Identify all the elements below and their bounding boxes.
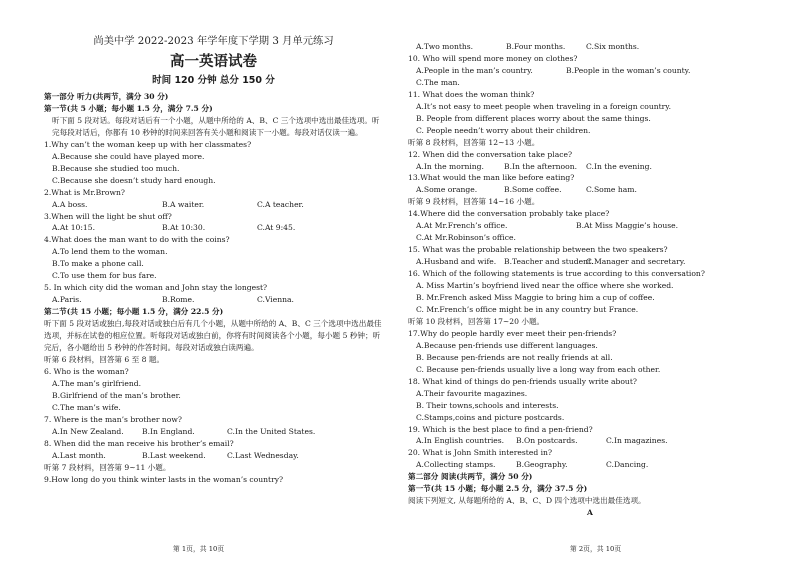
- option-row: [408, 184, 772, 196]
- option: A.Because pen-friends use different languages.: [416, 340, 598, 350]
- material-note: 听第 8 段材料，回答第 12~13 小题。: [408, 137, 540, 147]
- option: C.In magazines.: [606, 436, 668, 446]
- option: B.Geography.: [516, 460, 568, 470]
- option: B.Girlfriend of the man’s brother.: [52, 390, 181, 400]
- question: 1.Why can’t the woman keep up with her classmates?: [44, 139, 252, 149]
- option: C.At Mr.Robinson’s office.: [416, 233, 516, 243]
- option: B. Their towns,schools and interests.: [416, 400, 559, 410]
- question: 16. Which of the following statements is true according to this conversation?: [408, 269, 705, 279]
- option-row: [44, 222, 383, 234]
- option-row: [44, 199, 383, 211]
- option-row: [408, 161, 772, 173]
- option: C.Six months.: [586, 42, 640, 51]
- option: B. People from different places worry about the same things.: [416, 113, 651, 123]
- option: B.Teacher and student.: [504, 257, 594, 267]
- option: B.A waiter.: [162, 199, 205, 209]
- option: A.At 10:15.: [52, 223, 96, 233]
- option: A.Because she could have played more.: [52, 151, 205, 161]
- option: C.In the United States.: [227, 426, 316, 436]
- question: 3.When will the light be shut off?: [44, 211, 172, 221]
- option: B.In England.: [142, 426, 195, 436]
- option: C.Vienna.: [257, 295, 294, 305]
- question: 15. What was the probable relationship between the two speakers?: [408, 245, 668, 255]
- option: C. Because pen-friends usually live a long way from each other.: [416, 364, 661, 374]
- option: A.To lend them to the woman.: [52, 247, 168, 257]
- option: B.Because she studied too much.: [52, 163, 180, 173]
- option: A.Paris.: [52, 295, 82, 305]
- instructions: 阅读下列短文, 从每题所给的 A、B、C、D 四个选项中选出最佳选项。: [408, 496, 646, 506]
- section-heading: 第一节(共 5 小题；每小题 1.5 分，满分 7.5 分): [44, 103, 213, 113]
- option: B.To make a phone call.: [52, 259, 144, 269]
- option: C. Mr.French’s office might be in any country but France.: [416, 304, 639, 314]
- option: C.Manager and secretary.: [586, 257, 686, 267]
- option: A.Husband and wife.: [416, 257, 497, 267]
- option: C.Dancing.: [606, 460, 649, 470]
- question: 7. Where is the man’s brother now?: [44, 414, 182, 424]
- exam-title: 高一英语试卷: [170, 54, 257, 70]
- option-row: [408, 220, 772, 232]
- part-heading: 第一部分 听力(共两节，满分 30 分): [44, 92, 169, 101]
- exam-time: 时间 120 分钟 总分 150 分: [152, 75, 275, 86]
- option-row: [408, 256, 772, 268]
- option: A. Miss Martin’s boyfriend lived near the office where she worked.: [416, 281, 674, 291]
- option: B.Last weekend.: [142, 450, 206, 460]
- option: B. Because pen-friends are not really friends at all.: [416, 352, 613, 362]
- question: 2.What is Mr.Brown?: [44, 187, 125, 197]
- option: A.It’s not easy to meet people when traveling in a foreign country.: [416, 101, 672, 111]
- option-row: [44, 426, 383, 438]
- page-footer: 第 1页，共 10页: [172, 545, 225, 553]
- option: A.Their favourite magazines.: [416, 388, 528, 398]
- option: C.The man’s wife.: [52, 402, 121, 412]
- option: C.In the evening.: [586, 161, 652, 171]
- option: C. People needn’t worry about their children.: [416, 125, 591, 135]
- instructions: 听下面 5 段对话。每段对话后有一个小题，从题中所给的 A、B、C 三个选项中选出最佳选项。听完每段对话后，你都有 10 秒钟的时间来回答有关小题和阅读下一小题。每段对话仅读一遍。: [52, 115, 380, 137]
- option: B.Rome.: [162, 295, 195, 305]
- part-heading: 第二部分 阅读(共两节，满分 50 分): [408, 472, 533, 482]
- page-footer: 第 2页，共 10页: [569, 545, 622, 553]
- instructions: 听下面 5 段对话或独白,每段对话或独白后有几个小题，从题中所给的 A、B、C 三个选项中选出最佳选项，并标在试卷的相应位置。听每段对话或独白前，你将有时间阅读各个小题，每小题 5 秒钟；听完后，各小题给出 5 秒钟的作答时间。每段对话或独白读两遍。: [44, 319, 382, 353]
- question: 4.What does the man want to do with the coins?: [44, 235, 230, 245]
- question: 13.What would the man like before eating?: [408, 173, 575, 183]
- school-header: 尚美中学 2022-2023 年学年度下学期 3 月单元练习: [93, 35, 334, 47]
- section-heading: 第二节(共 15 小题；每小题 1.5 分，满分 22.5 分): [44, 307, 224, 317]
- question: 6. Who is the woman?: [44, 366, 129, 376]
- option: C.Last Wednesday.: [227, 450, 299, 460]
- option-row: [408, 459, 772, 471]
- option: A.The man’s girlfriend.: [52, 378, 141, 388]
- material-note: 听第 9 段材料，回答第 14~16 小题。: [408, 197, 540, 207]
- question: 14.Where did the conversation probably take place?: [408, 209, 610, 219]
- section-heading: 第一节(共 15 小题；每小题 2.5 分，满分 37.5 分): [408, 484, 588, 494]
- option: B.Some coffee.: [504, 185, 562, 195]
- option: A.In English countries.: [416, 436, 505, 446]
- option-row: [408, 41, 772, 53]
- option: B.On postcards.: [516, 436, 578, 446]
- question: 8. When did the man receive his brother’s email?: [44, 438, 234, 448]
- option-row: [408, 65, 772, 77]
- option: A.People in the man’s country.: [416, 65, 533, 75]
- question: 18. What kind of things do pen-friends usually write about?: [408, 376, 637, 386]
- option: B.Four months.: [506, 42, 566, 51]
- option: B.In the afternoon.: [504, 161, 578, 171]
- question: 9.How long do you think winter lasts in the woman’s country?: [44, 474, 284, 484]
- option: B.At 10:30.: [162, 223, 206, 233]
- material-note: 听第 7 段材料，回答第 9~11 小题。: [44, 462, 171, 472]
- option: A.At Mr.French’s office.: [416, 221, 508, 231]
- question: 17.Why do people hardly ever meet their pen-friends?: [408, 328, 617, 338]
- option: C.At 9:45.: [257, 223, 296, 233]
- option-row: [44, 294, 383, 306]
- passage-label: A: [587, 508, 593, 518]
- option-row: [408, 435, 772, 447]
- question: 11. What does the woman think?: [408, 89, 535, 99]
- option: C.Stamps,coins and picture postcards.: [416, 412, 565, 422]
- option: A.A boss.: [52, 199, 88, 209]
- question: 10. Who will spend more money on clothes?: [408, 53, 578, 63]
- page-right: [397, 0, 794, 561]
- option: C.A teacher.: [257, 199, 304, 209]
- option: A.In the morning.: [416, 161, 484, 171]
- option: C.To use them for bus fare.: [52, 271, 157, 281]
- option: A.Two months.: [416, 42, 474, 51]
- material-note: 听第 6 段材料，回答第 6 至 8 题。: [44, 354, 165, 364]
- question: 19. Which is the best place to find a pen-friend?: [408, 424, 593, 434]
- option: B. Mr.French asked Miss Maggie to bring him a cup of coffee.: [416, 293, 655, 303]
- option: C.The man.: [416, 77, 460, 87]
- option: C.Some ham.: [586, 185, 637, 195]
- option: C.Because she doesn’t study hard enough.: [52, 175, 216, 185]
- option: A.Collecting stamps.: [416, 460, 496, 470]
- option: B.People in the woman’s county.: [566, 65, 691, 75]
- option: A.Some orange.: [416, 185, 478, 195]
- material-note: 听第 10 段材料，回答第 17~20 小题。: [408, 316, 545, 326]
- option: B.At Miss Maggie’s house.: [576, 221, 679, 231]
- option: A.Last month.: [52, 450, 106, 460]
- question: 5. In which city did the woman and John stay the longest?: [44, 283, 268, 293]
- option: A.In New Zealand.: [52, 426, 124, 436]
- question: 12. When did the conversation take place?: [408, 149, 573, 159]
- question: 20. What is John Smith interested in?: [408, 448, 553, 458]
- option-row: [44, 450, 383, 462]
